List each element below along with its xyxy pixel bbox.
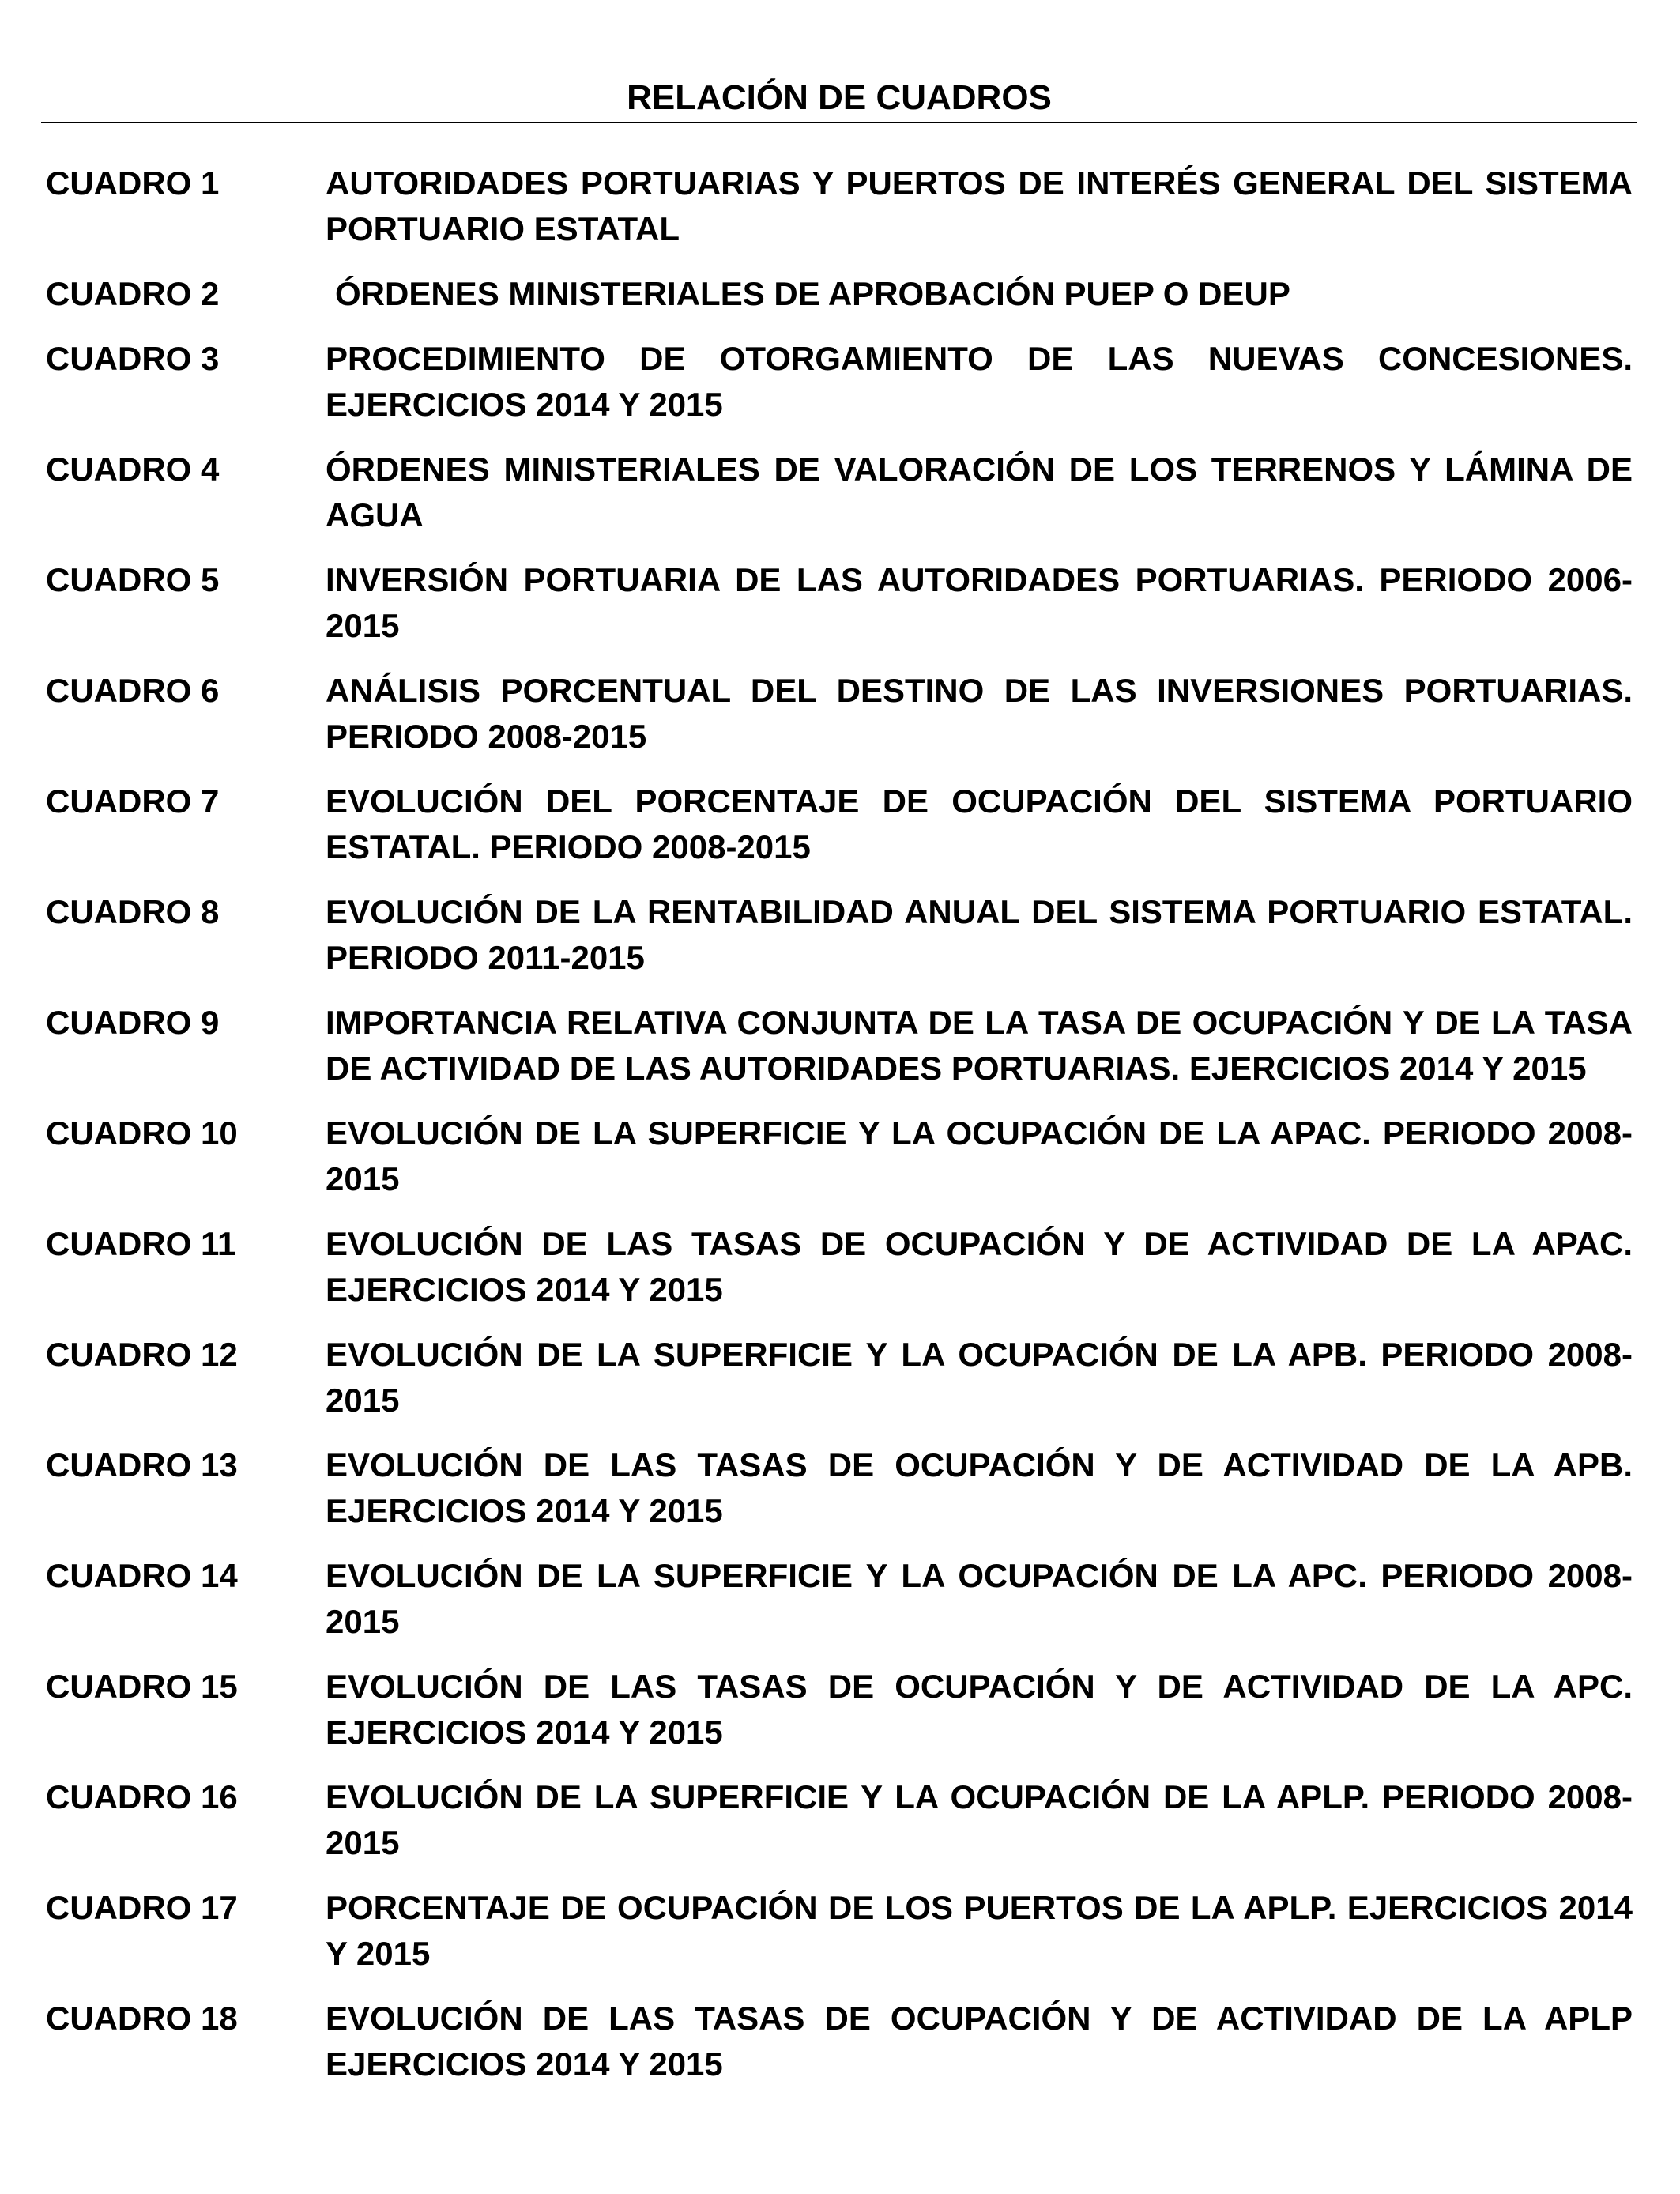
cuadro-title: EVOLUCIÓN DE LA SUPERFICIE Y LA OCUPACIÓN DE LA APB. PERIODO 2008-2015 — [326, 1336, 1633, 1419]
cuadro-label: CUADRO 5 — [46, 561, 220, 598]
cuadro-title: EVOLUCIÓN DE LA RENTABILIDAD ANUAL DEL SISTEMA PORTUARIO ESTATAL. PERIODO 2011-2015 — [326, 893, 1633, 976]
cuadro-label: CUADRO 13 — [46, 1446, 238, 1483]
list-item — [46, 160, 1633, 252]
cuadro-label: CUADRO 2 — [46, 275, 220, 312]
cuadro-title: EVOLUCIÓN DE LA SUPERFICIE Y LA OCUPACIÓN DE LA APAC. PERIODO 2008-2015 — [326, 1114, 1633, 1197]
cuadro-label: CUADRO 10 — [46, 1114, 238, 1152]
cuadro-label: CUADRO 16 — [46, 1778, 238, 1815]
cuadro-label: CUADRO 8 — [46, 893, 220, 930]
list-item — [46, 1000, 1633, 1091]
cuadro-title: ÓRDENES MINISTERIALES DE VALORACIÓN DE LOS TERRENOS Y LÁMINA DE AGUA — [326, 450, 1633, 533]
list-item — [46, 668, 1633, 760]
list-item — [46, 557, 1633, 649]
list-item — [46, 1996, 1633, 2087]
page-title: RELACIÓN DE CUADROS — [627, 78, 1052, 117]
cuadro-title: EVOLUCIÓN DEL PORCENTAJE DE OCUPACIÓN DEL SISTEMA PORTUARIO ESTATAL. PERIODO 2008-2015 — [326, 782, 1633, 865]
cuadro-title: AUTORIDADES PORTUARIAS Y PUERTOS DE INTERÉS GENERAL DEL SISTEMA PORTUARIO ESTATAL — [326, 164, 1633, 247]
cuadro-title: EVOLUCIÓN DE LAS TASAS DE OCUPACIÓN Y DE ACTIVIDAD DE LA APB. EJERCICIOS 2014 Y 2015 — [326, 1446, 1633, 1529]
list-item — [46, 778, 1633, 870]
cuadro-title: EVOLUCIÓN DE LAS TASAS DE OCUPACIÓN Y DE ACTIVIDAD DE LA APAC. EJERCICIOS 2014 Y 2015 — [326, 1225, 1633, 1308]
cuadro-label: CUADRO 4 — [46, 450, 220, 488]
cuadro-title: EVOLUCIÓN DE LA SUPERFICIE Y LA OCUPACIÓN DE LA APC. PERIODO 2008-2015 — [326, 1557, 1633, 1640]
cuadro-label: CUADRO 7 — [46, 782, 220, 820]
cuadros-list — [46, 160, 1633, 2106]
list-item — [46, 447, 1633, 538]
list-item — [46, 1332, 1633, 1423]
cuadro-title: INVERSIÓN PORTUARIA DE LAS AUTORIDADES PORTUARIAS. PERIODO 2006-2015 — [326, 561, 1633, 644]
cuadro-label: CUADRO 9 — [46, 1004, 220, 1041]
cuadro-label: CUADRO 12 — [46, 1336, 238, 1373]
cuadro-title: EVOLUCIÓN DE LAS TASAS DE OCUPACIÓN Y DE ACTIVIDAD DE LA APLP EJERCICIOS 2014 Y 2015 — [326, 2000, 1633, 2083]
list-item — [46, 889, 1633, 981]
cuadro-label: CUADRO 18 — [46, 2000, 238, 2037]
list-item — [46, 271, 1633, 317]
list-item — [46, 336, 1633, 428]
cuadro-label: CUADRO 6 — [46, 672, 220, 709]
cuadro-title: IMPORTANCIA RELATIVA CONJUNTA DE LA TASA DE OCUPACIÓN Y DE LA TASA DE ACTIVIDAD DE LAS AUTORIDADES PORTUARIAS. EJERCICIOS 2014 Y 2015 — [326, 1004, 1633, 1087]
cuadro-title: EVOLUCIÓN DE LA SUPERFICIE Y LA OCUPACIÓN DE LA APLP. PERIODO 2008-2015 — [326, 1778, 1633, 1861]
cuadro-title: ÓRDENES MINISTERIALES DE APROBACIÓN PUEP O DEUP — [335, 275, 1290, 312]
cuadro-label: CUADRO 14 — [46, 1557, 238, 1594]
cuadro-label: CUADRO 1 — [46, 164, 220, 202]
cuadro-label: CUADRO 15 — [46, 1668, 238, 1705]
cuadro-label: CUADRO 3 — [46, 340, 220, 377]
cuadro-label: CUADRO 17 — [46, 1889, 238, 1926]
cuadro-title: PROCEDIMIENTO DE OTORGAMIENTO DE LAS NUEVAS CONCESIONES. EJERCICIOS 2014 Y 2015 — [326, 340, 1633, 423]
cuadro-title: ANÁLISIS PORCENTUAL DEL DESTINO DE LAS INVERSIONES PORTUARIAS. PERIODO 2008-2015 — [326, 672, 1633, 755]
list-item — [46, 1885, 1633, 1977]
list-item — [46, 1774, 1633, 1866]
list-item — [46, 1553, 1633, 1645]
list-item — [46, 1664, 1633, 1755]
cuadro-label: CUADRO 11 — [46, 1225, 236, 1262]
list-item — [46, 1110, 1633, 1202]
heading-divider — [41, 122, 1637, 123]
cuadro-title: EVOLUCIÓN DE LAS TASAS DE OCUPACIÓN Y DE ACTIVIDAD DE LA APC. EJERCICIOS 2014 Y 2015 — [326, 1668, 1633, 1751]
list-item — [46, 1442, 1633, 1534]
list-item — [46, 1221, 1633, 1313]
cuadro-title: PORCENTAJE DE OCUPACIÓN DE LOS PUERTOS DE LA APLP. EJERCICIOS 2014 Y 2015 — [326, 1889, 1633, 1972]
